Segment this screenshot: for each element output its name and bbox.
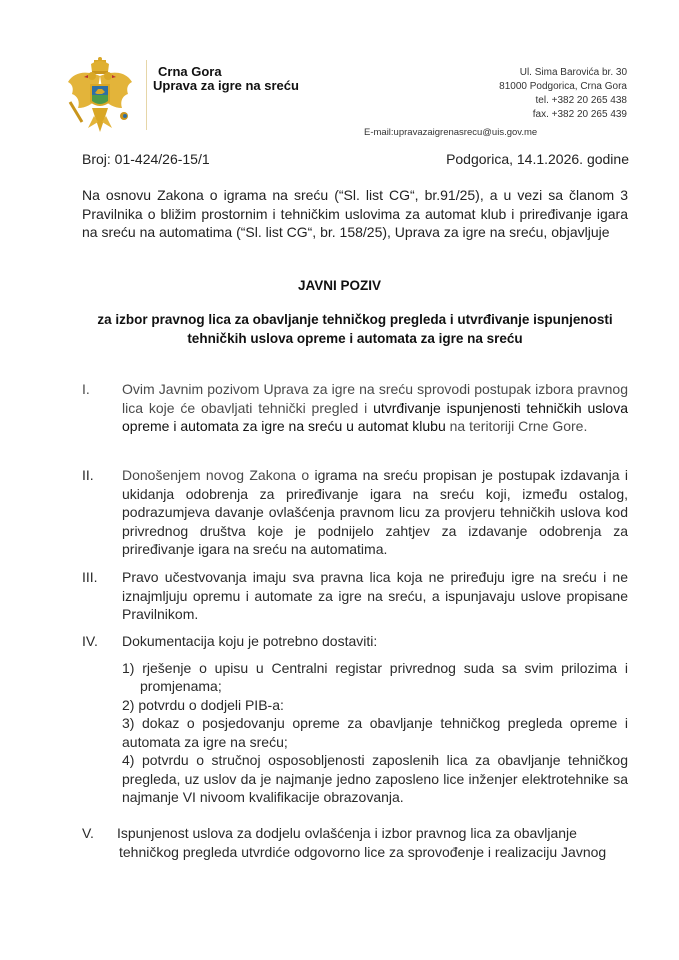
reference-number: Broj: 01-424/26-15/1 xyxy=(82,151,210,167)
document-subtitle: za izbor pravnog lica za obavljanje tehničkog pregleda i utvrđivanje ispunjenosti tehničkih uslova opreme i automata za igre na sreću xyxy=(97,312,613,346)
header-divider xyxy=(146,60,147,130)
section-1 xyxy=(82,380,628,436)
address-line-2: 81000 Podgorica, Crna Gora xyxy=(499,81,627,92)
section-text: Pravo učestvovanja imaju sva pravna lica koja ne priređuju igre na sreću i ne iznajmljuju opremu i automate za igre na sreću, a ispunjavaju uslove propisane Pravilnikom. xyxy=(122,569,628,622)
section-text-part: igrama na sreću propisan je postupak izdavanja i ukidanja odobrenja za priređivanje igara na sreću koji, između ostalog, podrazumjeva davanje ovlašćenja pravnom licu za provjeru tehničkih uslova kod privrednog društva koje je podnijelo zahtjev za izdavanje odobrenja za priređivanje igara na sreću na automatima. xyxy=(122,467,628,557)
organization-name: Uprava za igre na sreću xyxy=(153,78,299,93)
place-and-date: Podgorica, 14.1.2026. godine xyxy=(446,151,629,167)
section-text-part: Ovim Javnim pozivom Uprava za igre na sreću sprovodi postupak izbora pravnog lica koje će obavljati tehnički pregled i xyxy=(122,381,628,416)
section-2 xyxy=(82,466,628,559)
phone: tel. +382 20 265 438 xyxy=(535,95,627,106)
contact-block xyxy=(499,66,627,122)
section-text-line: Ispunjenost uslova za dodjelu ovlašćenja i izbor pravnog lica za obavljanje xyxy=(117,825,577,841)
fax: fax. +382 20 265 439 xyxy=(532,109,627,120)
section-text-line: tehničkog pregleda utvrdiće odgovorno lice za sprovođenje i realizaciju Javnog xyxy=(119,843,607,860)
section-number: I. xyxy=(82,381,90,397)
section-number: V. xyxy=(82,825,94,841)
section-4 xyxy=(82,632,628,807)
intro-paragraph: Na osnovu Zakona o igrama na sreću (“Sl. list CG“, br.91/25), a u vezi sa članom 3 Pravilnika o bližim prostornim i tehničkim uslovima za automat klub i priređivanje igara na sreću na automatima (“Sl. list CG“, br. 158/25), Uprava za igre na sreću, objavljuje xyxy=(82,187,628,240)
address-line-1: Ul. Sima Barovića br. 30 xyxy=(519,67,627,78)
section-text-part: utvrđivanje ispunjenosti tehničkih uslova opreme i automata za igre na sreću u automat klubu xyxy=(122,399,628,434)
country-name: Crna Gora xyxy=(158,64,222,79)
list-item: 2) potvrdu o dodjeli PIB-a: xyxy=(122,696,284,713)
section-text-part: Donošenjem novog Zakona o xyxy=(122,467,315,483)
section-number: III. xyxy=(82,569,98,585)
section-3 xyxy=(82,568,628,624)
list-item: 3) dokaz o posjedovanju opreme za obavljanje tehničkog pregleda opreme i automata za igre na sreću; xyxy=(122,715,628,750)
section-5 xyxy=(82,824,628,861)
document-list xyxy=(122,659,628,807)
section-text-part: na teritoriji Crne Gore. xyxy=(445,418,588,434)
list-item: 4) potvrdu o stručnoj osposobljenosti zaposlenih lica za obavljanje tehničkog pregleda, uz uslov da je najmanje jedno zaposleno lice inženjer elektrotehnike sa najmanje VI nivoom kvalifikacije obrazovanja. xyxy=(122,752,628,805)
section-text: Dokumentacija koju je potrebno dostaviti: xyxy=(122,633,378,649)
section-number: IV. xyxy=(82,633,98,649)
list-item: 1) rješenje o upisu u Centralni registar privrednog suda sa svim prilozima i promjenama; xyxy=(122,659,628,694)
montenegro-coat-of-arms-icon xyxy=(64,56,136,136)
email-address: E-mail:upravazaigrenasrecu@uis.gov.me xyxy=(364,127,538,138)
section-number: II. xyxy=(82,467,94,483)
document-title: JAVNI POZIV xyxy=(297,278,382,293)
